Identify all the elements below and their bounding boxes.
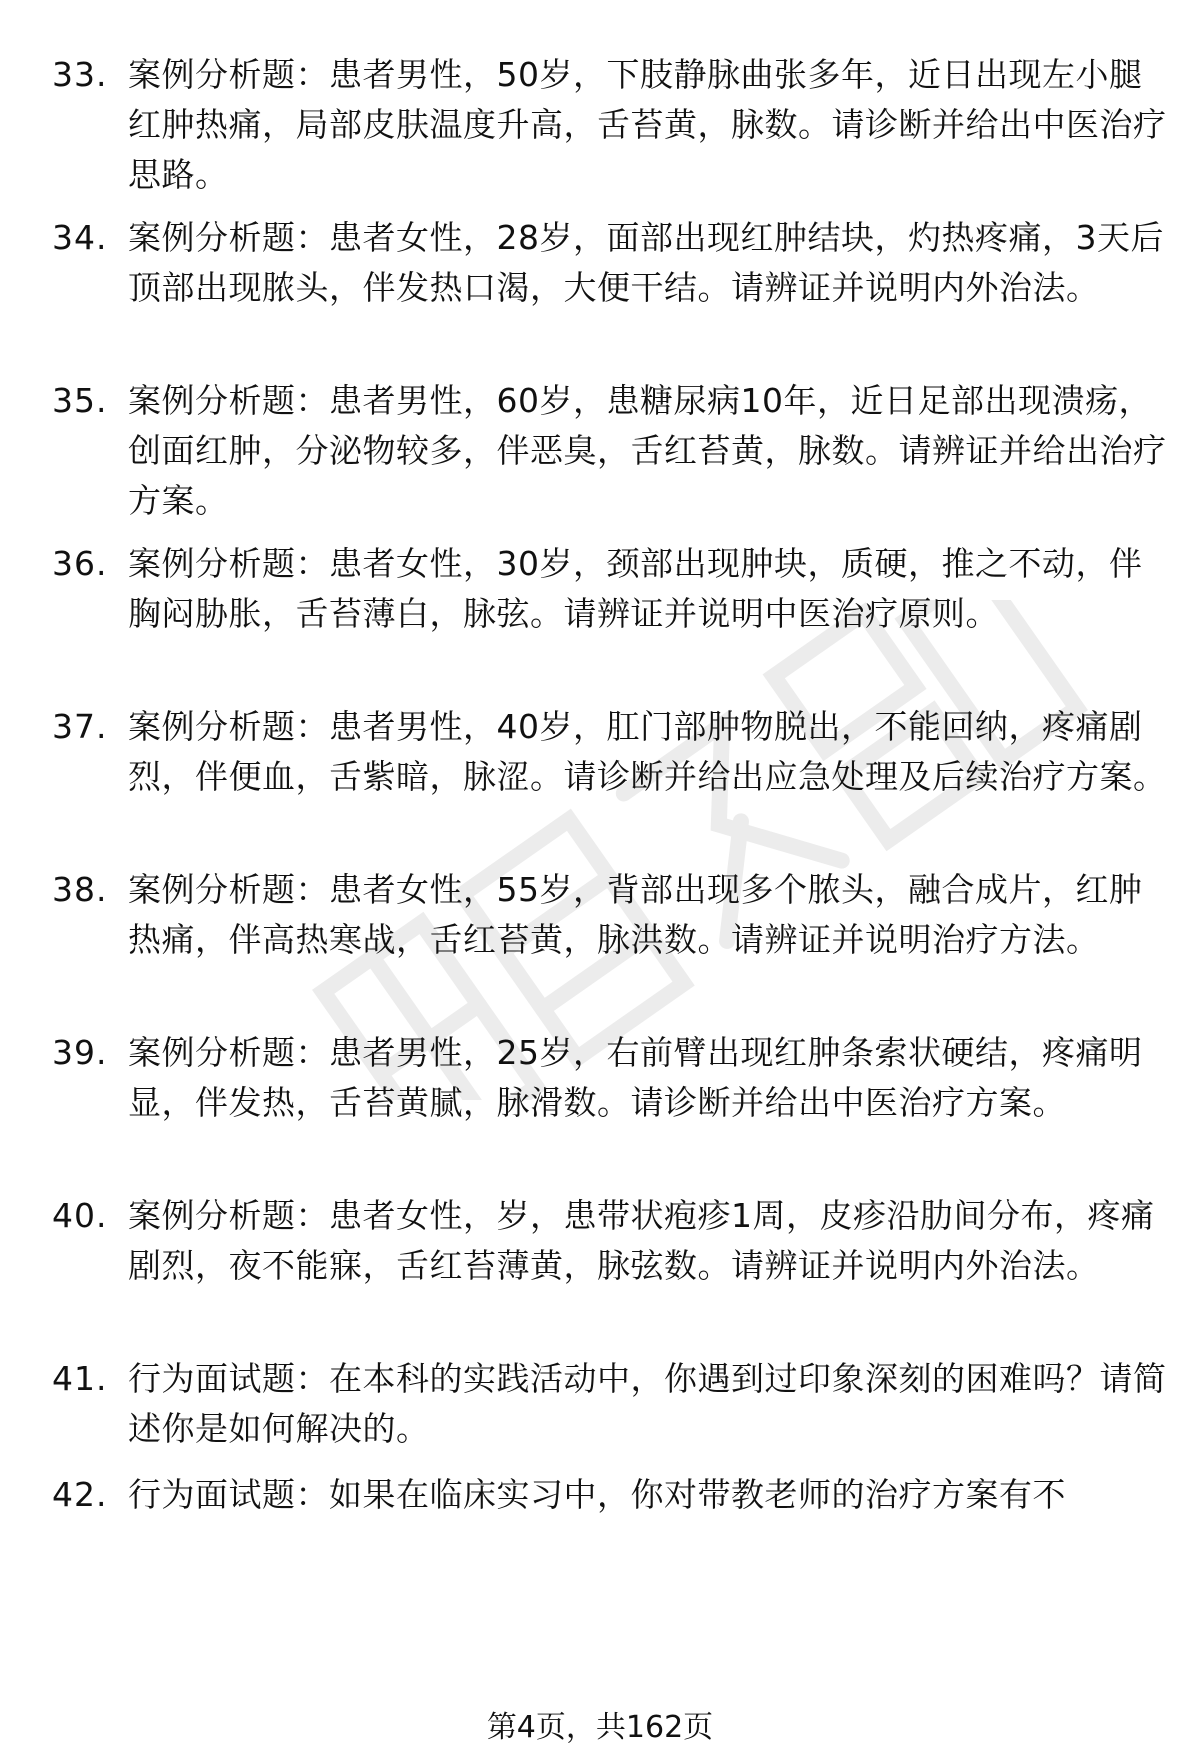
question-text: 案例分析题：患者女性，30岁，颈部出现肿块，质硬，推之不动，伴胸闷胁胀，舌苔薄白，脉弦。请辨证并说明中医治疗原则。 — [128, 544, 1143, 633]
page-number-footer: 第4页，共162页 — [486, 1710, 714, 1745]
question-number: 35. — [52, 381, 108, 420]
question-number: 33. — [52, 55, 108, 94]
question-text: 案例分析题：患者男性，60岁，患糖尿病10年，近日足部出现溃疡，创面红肿，分泌物较多，伴恶臭，舌红苔黄，脉数。请辨证并给出治疗方案。 — [128, 381, 1167, 520]
question-number: 38. — [52, 870, 108, 909]
question-text: 行为面试题：在本科的实践活动中，你遇到过印象深刻的困难吗？请简述你是如何解决的。 — [128, 1359, 1167, 1448]
question-number: 41. — [52, 1359, 108, 1398]
question-number: 40. — [52, 1196, 108, 1235]
question-text: 案例分析题：患者女性，28岁，面部出现红肿结块，灼热疼痛，3天后顶部出现脓头，伴发热口渴，大便干结。请辨证并说明内外治法。 — [128, 218, 1164, 307]
question-text: 案例分析题：患者女性，55岁，背部出现多个脓头，融合成片，红肿热痛，伴高热寒战，舌红苔黄，脉洪数。请辨证并说明治疗方法。 — [128, 870, 1143, 959]
watermark-logo — [250, 600, 1150, 1100]
question-number: 39. — [52, 1033, 108, 1072]
question-number: 34. — [52, 218, 108, 257]
question-number: 37. — [52, 707, 108, 746]
question-text: 案例分析题：患者男性，40岁，肛门部肿物脱出，不能回纳，疼痛剧烈，伴便血，舌紫暗，脉涩。请诊断并给出应急处理及后续治疗方案。 — [128, 707, 1167, 796]
question-text: 案例分析题：患者女性，岁，患带状疱疹1周，皮疹沿肋间分布，疼痛剧烈，夜不能寐，舌红苔薄黄，脉弦数。请辨证并说明内外治法。 — [128, 1196, 1155, 1285]
question-number: 36. — [52, 544, 108, 583]
question-text: 案例分析题：患者男性，25岁，右前臂出现红肿条索状硬结，疼痛明显，伴发热，舌苔黄腻，脉滑数。请诊断并给出中医治疗方案。 — [128, 1033, 1143, 1122]
question-text: 行为面试题：如果在临床实习中，你对带教老师的治疗方案有不 — [128, 1475, 1066, 1514]
question-text: 案例分析题：患者男性，50岁，下肢静脉曲张多年，近日出现左小腿红肿热痛，局部皮肤温度升高，舌苔黄，脉数。请诊断并给出中医治疗思路。 — [128, 55, 1167, 194]
question-number: 42. — [52, 1475, 108, 1514]
